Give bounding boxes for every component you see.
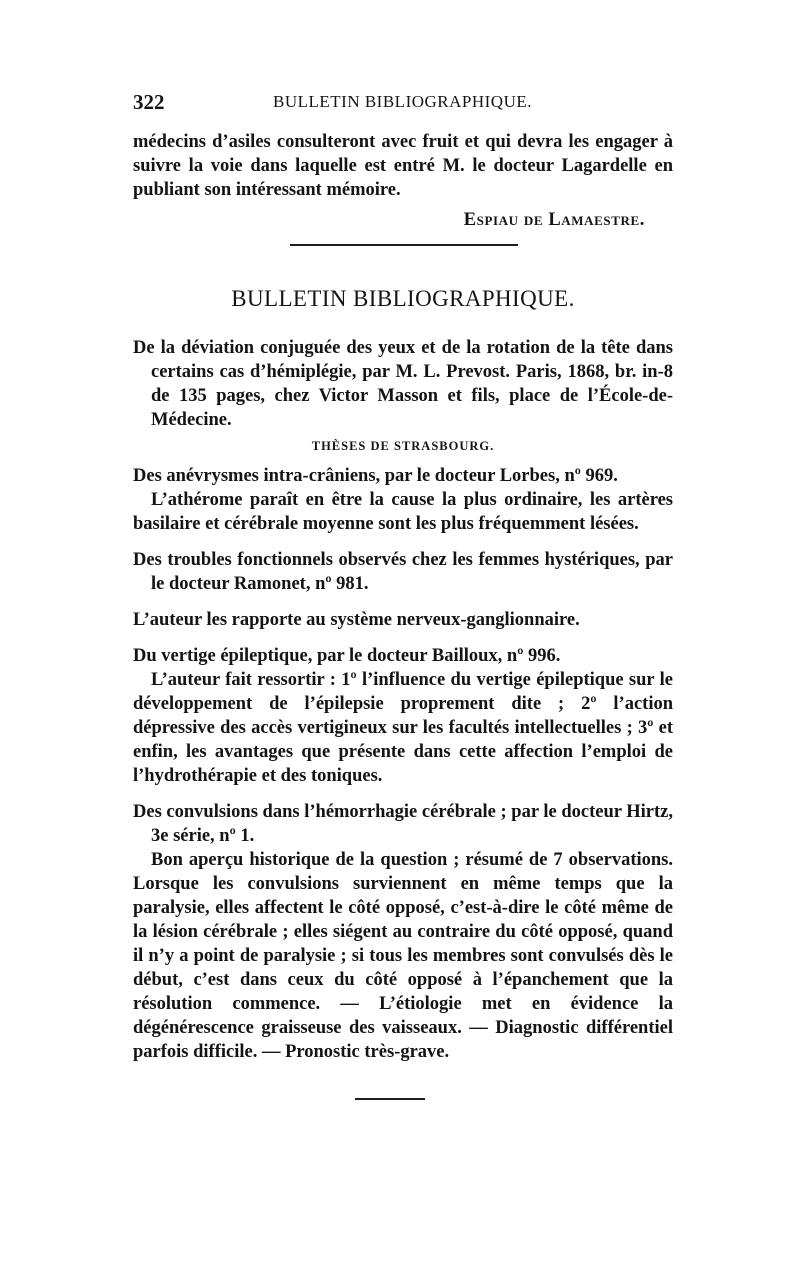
author-signature: Espiau de Lamaestre.: [463, 210, 645, 230]
comment-hirtz: Bon aperçu historique de la question ; résumé de 7 observations. Lorsque les convulsions surviennent en même temps que la paralysie, elles affectent le côté opposé, c’est-à-dire le côté même de la lésion cérébrale ; elles siégent au contraire du côté opposé, quand il n’y a point de paralysie ; si tous les membres sont convulsés dès le début, c’est dans ceux du côté opposé à l’épanchement que la résolution commence. — L’étiologie met en évidence la dégénérescence graisseuse des vaisseaux. — Diagnostic différentiel parfois difficile. — Pronostic très-grave.: [133, 850, 673, 1062]
end-rule: [355, 1098, 425, 1100]
page-number: 322: [133, 90, 165, 114]
intro-block: [133, 130, 673, 232]
intro-paragraph: médecins d’asiles consulteront avec fruit et qui devra les engager à suivre la voie dans laquelle est entré M. le docteur Lagardelle en publiant son intéressant mémoire.: [133, 132, 673, 200]
comment-bailloux: L’auteur fait ressortir : 1º l’influence du vertige épileptique sur le développement de l’épilepsie proprement dite ; 2º l’action dépressive des accès vertigineux sur les facultés intellectuelles ; 3º et enfin, les avantages que présente dans cette affection l’emploi de l’hydrothérapie et des toniques.: [133, 670, 673, 786]
comment-ramonet: L’auteur les rapporte au système nerveux-ganglionnaire.: [133, 610, 580, 630]
comment-lorbes: L’athérome paraît en être la cause la plus ordinaire, les artères basilaire et cérébrale moyenne sont les plus fréquemment lésées.: [133, 490, 673, 534]
entry-bailloux: Du vertige épileptique, par le docteur Bailloux, nº 996.: [133, 646, 561, 666]
entry-lorbes: Des anévrysmes intra-crâniens, par le docteur Lorbes, nº 969.: [133, 466, 618, 486]
subheading-theses: THÈSES DE STRASBOURG.: [311, 439, 495, 453]
section-heading: BULLETIN BIBLIOGRAPHIQUE.: [231, 286, 575, 311]
running-header: [133, 90, 670, 116]
entry-prevost: De la déviation conjuguée des yeux et de la rotation de la tête dans certains cas d’hémiplégie, par M. L. Prevost. Paris, 1868, br. in-8 de 135 pages, chez Victor Masson et fils, place de l’École-de-Médecine.: [133, 338, 673, 430]
bibliography-block: [133, 336, 673, 1064]
entry-hirtz: Des convulsions dans l’hémorrhagie cérébrale ; par le docteur Hirtz, 3e série, nº 1.: [133, 802, 673, 846]
section-divider: [290, 244, 518, 246]
entry-ramonet: Des troubles fonctionnels observés chez les femmes hystériques, par le docteur Ramonet, nº 981.: [133, 550, 673, 594]
running-title: BULLETIN BIBLIOGRAPHIQUE.: [273, 92, 532, 111]
